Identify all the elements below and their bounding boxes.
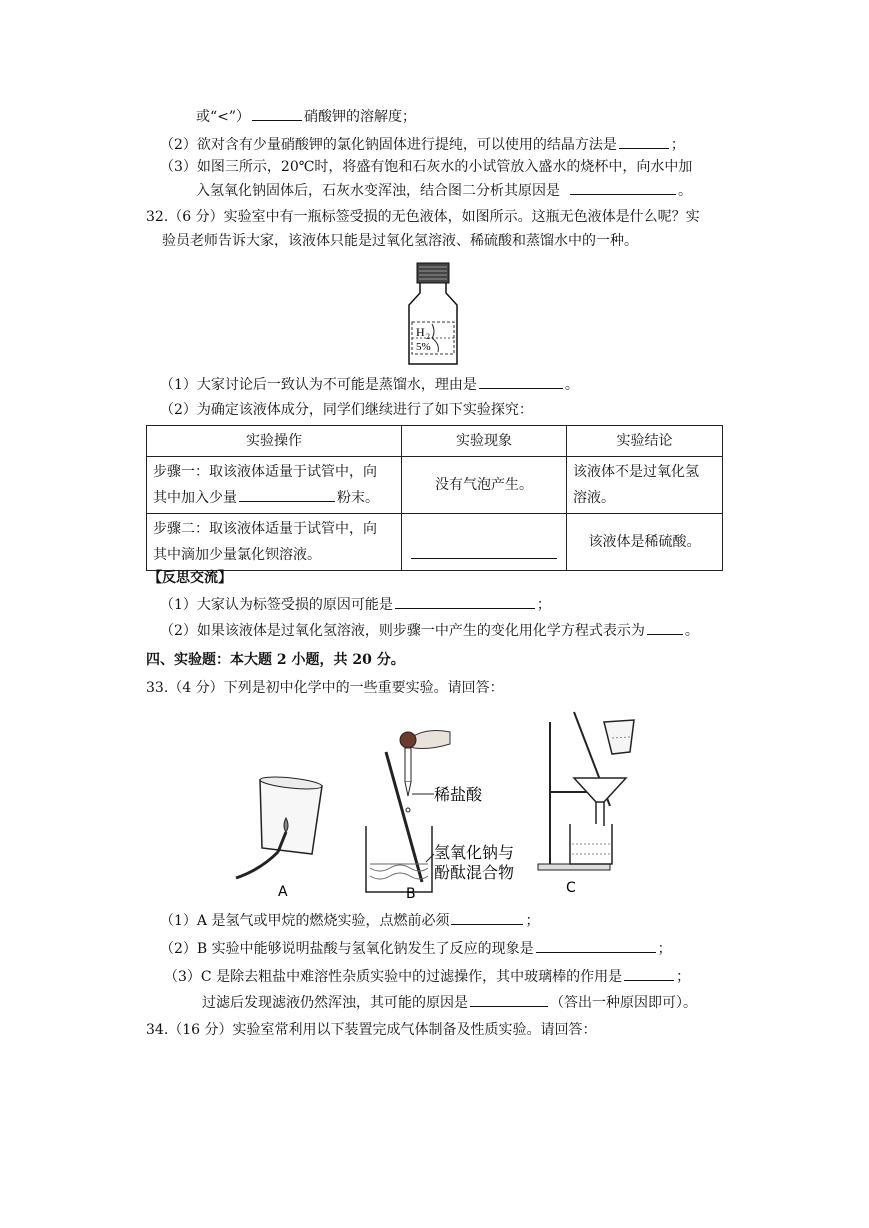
- table-cell: 该液体是稀硫酸。: [567, 514, 723, 571]
- q32-sub1: （1）大家讨论后一致认为不可能是蒸馏水，理由是 。: [160, 374, 579, 395]
- label-pointer: [426, 854, 434, 862]
- answer-blank[interactable]: [570, 180, 676, 195]
- beaker: [366, 826, 432, 892]
- reagent-bottle-figure: [400, 260, 466, 368]
- table-row: [147, 457, 723, 514]
- table-header-row: [147, 426, 723, 457]
- figure-b-neutralization: [350, 722, 530, 902]
- answer-blank[interactable]: [624, 966, 674, 981]
- answer-blank[interactable]: [536, 938, 656, 953]
- table-row: [147, 514, 723, 571]
- glass-rod: [386, 752, 422, 882]
- table-header: 实验操作: [147, 426, 402, 457]
- table-cell: [402, 514, 567, 571]
- table-cell: 步骤二：取该液体适量于试管中，向 其中滴加少量氯化钡溶液。: [147, 514, 402, 571]
- q33-sub2: （2）B 实验中能够说明盐酸与氢氧化钠发生了反应的现象是 ；: [160, 938, 672, 959]
- svg-text:2: 2: [426, 332, 430, 341]
- reflection-heading: 【反思交流】: [148, 570, 232, 586]
- table-cell: 没有气泡产生。: [402, 457, 567, 514]
- q33-line1: 33.（4 分）下列是初中化学中的一些重要实验。请回答：: [146, 680, 504, 696]
- table-header: 实验现象: [402, 426, 567, 457]
- figure-c-filtration: [530, 708, 650, 898]
- svg-text:5%: 5%: [416, 341, 431, 353]
- svg-text:A: A: [278, 884, 288, 900]
- q31-line0: 或“<”） 硝酸钾的溶解度；: [196, 106, 416, 127]
- svg-text:H: H: [416, 325, 425, 339]
- q32-sub2: （2）为确定该液体成分，同学们继续进行了如下实验探究：: [160, 402, 533, 418]
- answer-blank[interactable]: [647, 620, 683, 635]
- inverted-beaker: [260, 775, 323, 854]
- section-heading: 四、实验题：本大题 2 小题，共 20 分。: [146, 652, 405, 668]
- funnel: [574, 778, 626, 826]
- answer-blank[interactable]: [411, 544, 557, 559]
- answer-blank[interactable]: [619, 134, 669, 149]
- svg-text:稀盐酸: 稀盐酸: [434, 785, 483, 804]
- table-header: 实验结论: [567, 426, 723, 457]
- svg-text:氢氧化钠与: 氢氧化钠与: [434, 843, 515, 862]
- table-cell: 该液体不是过氧化氢 溶液。: [567, 457, 723, 514]
- q33-sub4: 过滤后发现滤液仍然浑浊，其可能的原因是 （答出一种原因即可）。: [202, 992, 697, 1013]
- answer-blank[interactable]: [451, 910, 523, 925]
- receiving-beaker: [570, 824, 612, 864]
- answer-blank[interactable]: [239, 487, 335, 502]
- q32-ref2: （2）如果该液体是过氧化氢溶液，则步骤一中产生的变化用化学方程式表示为 。: [160, 620, 699, 641]
- q33-sub1: （1）A 是氢气或甲烷的燃烧实验，点燃前必须 ；: [160, 910, 539, 931]
- q34-line1: 34.（16 分）实验室常利用以下装置完成气体制备及性质实验。请回答：: [146, 1022, 597, 1038]
- bottle-cap: [417, 263, 449, 283]
- answer-blank[interactable]: [252, 106, 302, 121]
- figure-a-combustion: [230, 770, 340, 900]
- q32-line2: 验员老师告诉大家，该液体只能是过氧化氢溶液、稀硫酸和蒸馏水中的一种。: [162, 233, 638, 249]
- answer-blank[interactable]: [479, 374, 563, 389]
- q31-line2: （3）如图三所示，20℃时，将盛有饱和石灰水的小试管放入盛水的烧杯中，向水中加: [160, 159, 693, 175]
- table-cell: 步骤一：取该液体适量于试管中，向 其中加入少量 粉末。: [147, 457, 402, 514]
- q33-sub3: （3）C 是除去粗盐中难溶性杂质实验中的过滤操作，其中玻璃棒的作用是 ；: [164, 966, 690, 987]
- flame-icon: [284, 818, 288, 832]
- experiment-table: [146, 425, 723, 571]
- answer-blank[interactable]: [395, 594, 535, 609]
- q31-line3: 入氢氧化钠固体后，石灰水变浑浊，结合图二分析其原因是 。: [196, 180, 692, 201]
- svg-text:酚酞混合物: 酚酞混合物: [434, 863, 515, 882]
- q32-ref1: （1）大家认为标签受损的原因可能是 ；: [160, 594, 551, 615]
- q32-line1: 32.（6 分）实验室中有一瓶标签受损的无色液体，如图所示。这瓶无色液体是什么呢？实: [146, 209, 700, 225]
- q31-line1: （2）欲对含有少量硝酸钾的氯化钠固体进行提纯，可以使用的结晶方法是 ；: [160, 134, 685, 155]
- answer-blank[interactable]: [470, 992, 548, 1007]
- svg-text:B: B: [406, 886, 416, 902]
- bottle-label: [412, 322, 454, 354]
- svg-text:C: C: [566, 880, 576, 896]
- pouring-beaker: [604, 720, 634, 754]
